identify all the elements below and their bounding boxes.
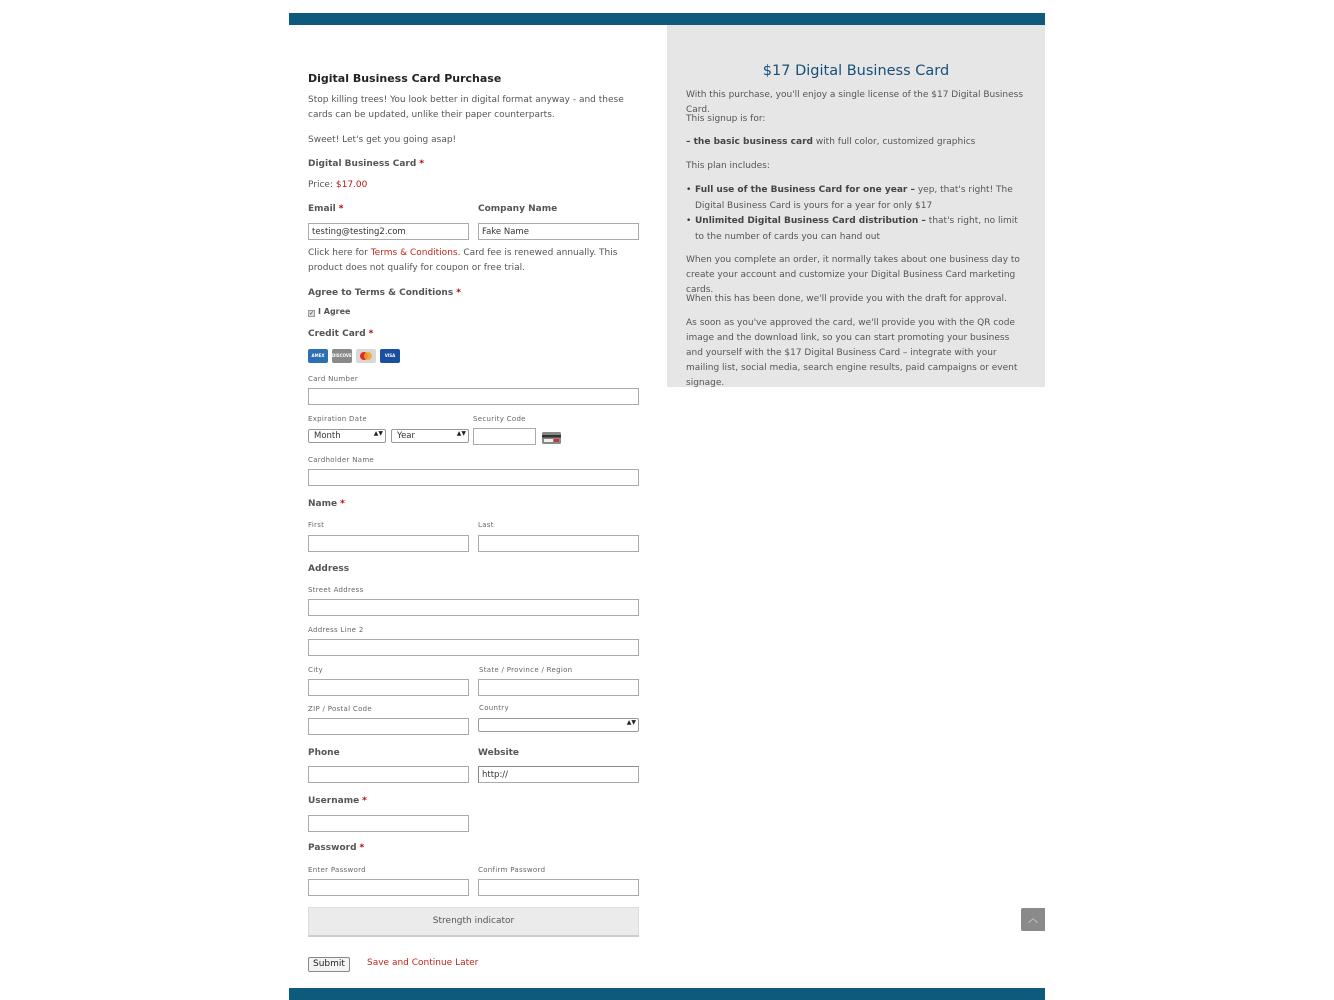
chevron-updown-icon: ▲▼ (456, 430, 466, 437)
year-select[interactable]: Year ▲▼ (391, 429, 469, 443)
expiration-label: Expiration Date (308, 415, 367, 423)
state-input[interactable] (478, 679, 639, 696)
description-p5: When you complete an order, it normally takes about one business day to create your account and customize your Digital Business Card marketing cards. (686, 255, 1020, 295)
street-address-label: Street Address (308, 586, 364, 594)
first-name-label: First (308, 521, 325, 529)
chevron-updown-icon: ▲▼ (373, 430, 383, 437)
list-item: • Unlimited Digital Business Card distribution – that's right, no limit to the number of cards you can hand out (695, 214, 1026, 245)
description-p7: As soon as you've approved the card, we'll provide you with the QR code image and the download link, so you can start promoting your business and yourself with the $17 Digital Business Card – integrate with your mailing list, social media, search engine results, paid campaigns or event signage. (686, 318, 1018, 388)
product-description-panel (667, 25, 1045, 387)
description-p1: With this purchase, you'll enjoy a single license of the $17 Digital Business Card. (686, 90, 1024, 115)
confirm-password-label: Confirm Password (478, 866, 546, 874)
month-select[interactable]: Month ▲▼ (308, 429, 386, 443)
username-input[interactable] (308, 815, 469, 832)
footer-bar (289, 988, 1045, 1000)
product-heading: $17 Digital Business Card (762, 63, 950, 79)
email-label: Email * (308, 204, 344, 214)
chevron-updown-icon: ▲▼ (626, 719, 636, 726)
description-p4: This plan includes: (686, 161, 770, 171)
security-code-input[interactable] (473, 428, 536, 445)
city-label: City (308, 666, 323, 674)
address-line-2-label: Address Line 2 (308, 626, 364, 634)
phone-label: Phone (308, 748, 340, 758)
form-title: Digital Business Card Purchase (308, 72, 502, 85)
plan-includes-list (695, 183, 1026, 245)
company-input[interactable]: Fake Name (478, 223, 639, 240)
save-continue-later-link[interactable]: Save and Continue Later (367, 958, 479, 968)
agree-label: Agree to Terms & Conditions * (308, 288, 461, 298)
credit-card-label: Credit Card * (308, 329, 374, 339)
form-intro: Stop killing trees! You look better in digital format anyway - and these cards can be updated, unlike their paper counterparts. (308, 95, 624, 120)
agree-option-label: I Agree (318, 307, 351, 316)
product-label: Digital Business Card * (308, 159, 425, 169)
zip-label: ZIP / Postal Code (308, 705, 373, 713)
street-address-input[interactable] (308, 599, 639, 616)
terms-text: Click here for Terms & Conditions. Card fee is renewed annually. This product does not qualify for coupon or free trial. (308, 248, 618, 273)
scroll-to-top-button[interactable] (1021, 908, 1045, 931)
enter-password-label: Enter Password (308, 866, 366, 874)
agree-checkbox[interactable]: ✓ (309, 310, 315, 317)
address-line-2-input[interactable] (308, 639, 639, 656)
strength-indicator: Strength indicator (308, 907, 639, 937)
amex-icon: AMEX (308, 349, 328, 363)
city-input[interactable] (308, 679, 469, 696)
cardholder-input[interactable] (308, 469, 639, 486)
confirm-password-input[interactable] (478, 879, 639, 896)
cardholder-label: Cardholder Name (308, 456, 375, 464)
website-label: Website (478, 748, 520, 758)
zip-input[interactable] (308, 718, 469, 735)
phone-input[interactable] (308, 766, 469, 783)
description-p3: – the basic business card with full color, customized graphics (686, 137, 976, 147)
chevron-up-icon: ︿ (1028, 914, 1038, 925)
email-input[interactable]: testing@testing2.com (308, 223, 469, 240)
last-name-input[interactable] (478, 535, 639, 552)
header-bar (289, 13, 1045, 25)
discover-icon: DISCOVER (332, 349, 352, 363)
terms-link[interactable]: Terms & Conditions (370, 248, 458, 258)
price-value: $17.00 (335, 180, 368, 190)
last-name-label: Last (478, 521, 494, 529)
description-p2: This signup is for: (686, 114, 766, 124)
card-number-label: Card Number (308, 375, 359, 383)
name-label: Name * (308, 499, 345, 509)
company-label: Company Name (478, 204, 558, 214)
enter-password-input[interactable] (308, 879, 469, 896)
card-number-input[interactable] (308, 388, 639, 405)
country-label: Country (479, 704, 509, 712)
price-row: Price: $17.00 (308, 180, 368, 190)
password-label: Password * (308, 843, 365, 853)
state-label: State / Province / Region (479, 666, 573, 674)
description-p6: When this has been done, we'll provide you with the draft for approval. (686, 294, 1007, 304)
submit-button[interactable]: Submit (308, 957, 350, 972)
first-name-input[interactable] (308, 535, 469, 552)
card-type-icons (308, 349, 408, 363)
mastercard-icon (356, 349, 376, 363)
card-back-icon (542, 429, 561, 441)
visa-icon: VISA (380, 349, 400, 363)
form-intro-2: Sweet! Let's get you going asap! (308, 135, 457, 145)
address-label: Address (308, 564, 350, 574)
list-item: • Full use of the Business Card for one year – yep, that's right! The Digital Business Card is yours for a year for only $17 (695, 183, 1026, 214)
country-select[interactable] (478, 718, 639, 732)
security-code-label: Security Code (473, 415, 526, 423)
username-label: Username * (308, 796, 367, 806)
website-input[interactable]: http:// (478, 766, 639, 783)
